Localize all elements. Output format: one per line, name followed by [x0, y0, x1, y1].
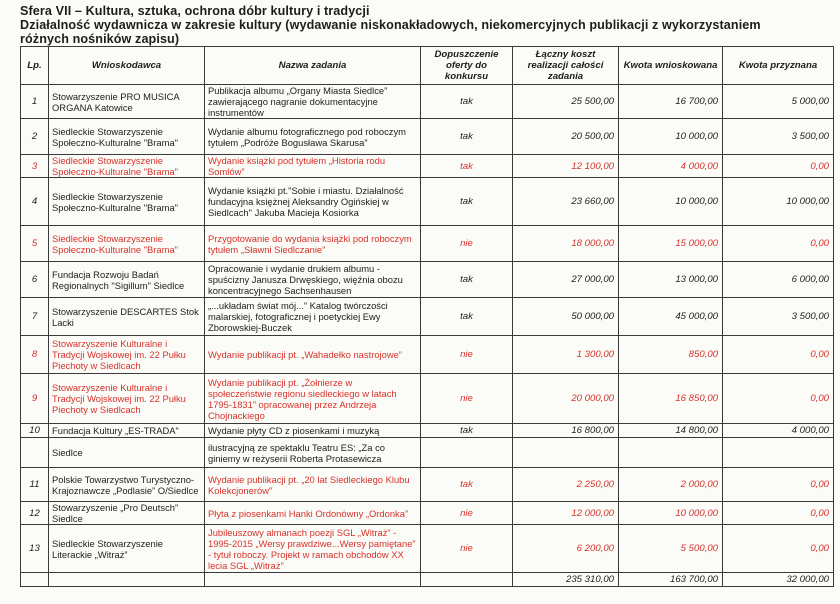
row-admitted: nie [421, 336, 513, 374]
row-applicant: Fundacja Rozwoju Badań Regionalnych "Sigillum" Siedlce [49, 262, 205, 298]
table-header-row [21, 47, 834, 85]
row-admitted: tak [421, 298, 513, 336]
row-granted: 0,00 [723, 525, 834, 573]
table-row [21, 424, 834, 438]
row-granted: 3 500,00 [723, 298, 834, 336]
table-row [21, 85, 834, 119]
row-total-cost: 6 200,00 [513, 525, 619, 573]
row-task: Wydanie płyty CD z piosenkami i muzyką [205, 424, 421, 438]
row-requested: 850,00 [619, 336, 723, 374]
row-task: Wydanie albumu fotograficznego pod roboczym tytułem „Podróże Bogusława Skarusa” [205, 119, 421, 155]
row-granted: 0,00 [723, 226, 834, 262]
row-task: Przygotowanie do wydania książki pod roboczym tytułem „Sławni Siedlczanie” [205, 226, 421, 262]
row-requested: 15 000,00 [619, 226, 723, 262]
row-admitted: tak [421, 424, 513, 438]
row-task: „...układam świat mój...” Katalog twórczości malarskiej, fotograficznej i poetyckiej Ewy Zborowskiej-Buczek [205, 298, 421, 336]
row-total-cost: 16 800,00 [513, 424, 619, 438]
row-admitted: tak [421, 262, 513, 298]
totals-empty-cell [49, 573, 205, 587]
row-admitted: nie [421, 374, 513, 424]
totals-empty-cell [205, 573, 421, 587]
table-row [21, 468, 834, 502]
row-task: Jubileuszowy almanach poezji SGL „Witraż” - 1995-2015 „Wersy prawdziwe...Wersy pamiętane” - tytuł roboczy. Projekt w ramach obchodów XX lecia SGL „Witraż” [205, 525, 421, 573]
totals-granted: 32 000,00 [723, 573, 834, 587]
row-requested: 10 000,00 [619, 178, 723, 226]
row-applicant: Stowarzyszenie DESCARTES Stok Lacki [49, 298, 205, 336]
row-applicant: Siedleckie Stowarzyszenie Społeczno-Kulturalne "Brama" [49, 155, 205, 178]
continuation-applicant: Siedlce [49, 438, 205, 468]
row-applicant: Polskie Towarzystwo Turystyczno-Krajoznawcze „Podlasie” O/Siedlce [49, 468, 205, 502]
table-row [21, 155, 834, 178]
row-admitted: nie [421, 525, 513, 573]
grants-table-continued [20, 437, 834, 587]
row-requested: 10 000,00 [619, 502, 723, 525]
row-task: Wydanie publikacji pt. „Wahadełko nastrojowe” [205, 336, 421, 374]
row-lp: 6 [21, 262, 49, 298]
row-lp: 3 [21, 155, 49, 178]
row-requested: 13 000,00 [619, 262, 723, 298]
totals-empty-cell [21, 573, 49, 587]
row-applicant: Stowarzyszenie „Pro Deutsch” Siedlce [49, 502, 205, 525]
row-granted: 3 500,00 [723, 119, 834, 155]
row-total-cost: 2 250,00 [513, 468, 619, 502]
continuation-empty-cell [421, 438, 513, 468]
continuation-empty-cell [723, 438, 834, 468]
row-admitted: tak [421, 155, 513, 178]
row-task: Wydanie książki pt."Sobie i miastu. Działalność fundacyjna księżnej Aleksandry Ogińskiej w Siedlcach" Jakuba Macieja Kosiorka [205, 178, 421, 226]
totals-row [21, 573, 834, 587]
continuation-empty-cell [513, 438, 619, 468]
col-header-lp: Lp. [21, 47, 49, 85]
row-total-cost: 1 300,00 [513, 336, 619, 374]
row-granted: 0,00 [723, 336, 834, 374]
col-header-applicant: Wnioskodawca [49, 47, 205, 85]
category-title-cont: różnych nośników zapisu) [20, 32, 180, 46]
row-total-cost: 25 500,00 [513, 85, 619, 119]
continuation-row [21, 438, 834, 468]
row-applicant: Stowarzyszenie PRO MUSICA ORGANA Katowice [49, 85, 205, 119]
document-heading [20, 4, 835, 46]
row-task: Publikacja albumu „Organy Miasta Siedlce” zawierającego nagranie dokumentacyjne instrumentów [205, 85, 421, 119]
totals-empty-cell [421, 573, 513, 587]
continuation-task: ilustracyjną ze spektaklu Teatru ES: „Za co giniemy w reżyserii Roberta Protasewicza [205, 438, 421, 468]
table-row [21, 226, 834, 262]
col-header-total-cost: Łączny koszt realizacji całości zadania [513, 47, 619, 85]
row-lp: 8 [21, 336, 49, 374]
col-header-admitted: Dopuszczenie oferty do konkursu [421, 47, 513, 85]
continuation-empty-cell [619, 438, 723, 468]
row-lp: 5 [21, 226, 49, 262]
row-lp: 13 [21, 525, 49, 573]
table-row [21, 336, 834, 374]
row-admitted: nie [421, 502, 513, 525]
row-total-cost: 50 000,00 [513, 298, 619, 336]
row-requested: 4 000,00 [619, 155, 723, 178]
row-lp: 11 [21, 468, 49, 502]
table-row [21, 298, 834, 336]
row-admitted: tak [421, 468, 513, 502]
table-row [21, 178, 834, 226]
table-row [21, 502, 834, 525]
row-applicant: Siedleckie Stowarzyszenie Społeczno-Kulturalne "Brama" [49, 226, 205, 262]
row-lp: 2 [21, 119, 49, 155]
row-granted: 4 000,00 [723, 424, 834, 438]
row-applicant: Siedleckie Stowarzyszenie Społeczno-Kulturalne "Brama" [49, 119, 205, 155]
table-row [21, 262, 834, 298]
row-admitted: tak [421, 119, 513, 155]
row-granted: 10 000,00 [723, 178, 834, 226]
row-lp: 4 [21, 178, 49, 226]
sphere-title: Sfera VII – Kultura, sztuka, ochrona dóbr kultury i tradycji [20, 4, 370, 18]
row-total-cost: 23 660,00 [513, 178, 619, 226]
row-total-cost: 12 000,00 [513, 502, 619, 525]
row-requested: 16 850,00 [619, 374, 723, 424]
col-header-granted: Kwota przyznana [723, 47, 834, 85]
row-total-cost: 20 500,00 [513, 119, 619, 155]
table-row [21, 119, 834, 155]
row-total-cost: 12 100,00 [513, 155, 619, 178]
totals-total-cost: 235 310,00 [513, 573, 619, 587]
row-requested: 2 000,00 [619, 468, 723, 502]
row-task: Wydanie publikacji pt. „Żołnierze w społeczeństwie regionu siedleckiego w latach 1795-1831” opracowanej przez Andrzeja Chojnackiego [205, 374, 421, 424]
row-applicant: Fundacja Kultury „ES-TRADA” [49, 424, 205, 438]
row-lp: 1 [21, 85, 49, 119]
col-header-task: Nazwa zadania [205, 47, 421, 85]
row-admitted: nie [421, 226, 513, 262]
row-granted: 0,00 [723, 374, 834, 424]
row-applicant: Siedleckie Stowarzyszenie Społeczno-Kulturalne "Brama" [49, 178, 205, 226]
row-admitted: tak [421, 178, 513, 226]
totals-requested: 163 700,00 [619, 573, 723, 587]
row-lp: 12 [21, 502, 49, 525]
row-requested: 14 800,00 [619, 424, 723, 438]
row-total-cost: 27 000,00 [513, 262, 619, 298]
row-total-cost: 18 000,00 [513, 226, 619, 262]
row-lp: 9 [21, 374, 49, 424]
col-header-requested: Kwota wnioskowana [619, 47, 723, 85]
row-applicant: Stowarzyszenie Kulturalne i Tradycji Wojskowej im. 22 Pułku Piechoty w Siedlcach [49, 336, 205, 374]
row-admitted: tak [421, 85, 513, 119]
category-title: Działalność wydawnicza w zakresie kultury (wydawanie niskonakładowych, niekomercyjnych publikacji z wykorzystaniem [20, 18, 761, 32]
grants-table [20, 46, 834, 438]
continuation-lp-cell [21, 438, 49, 468]
row-task: Płyta z piosenkami Hanki Ordonówny „Ordonka” [205, 502, 421, 525]
row-requested: 5 500,00 [619, 525, 723, 573]
row-task: Wydanie publikacji pt. „20 lat Siedleckiego Klubu Kolekcjonerów” [205, 468, 421, 502]
row-task: Opracowanie i wydanie drukiem albumu - spuścizny Janusza Drwęskiego, więźnia obozu koncentracyjnego Sachsenhausen [205, 262, 421, 298]
row-requested: 16 700,00 [619, 85, 723, 119]
row-task: Wydanie książki pod tytułem „Historia rodu Somlów” [205, 155, 421, 178]
row-granted: 0,00 [723, 468, 834, 502]
row-applicant: Siedleckie Stowarzyszenie Literackie „Witraż” [49, 525, 205, 573]
row-granted: 0,00 [723, 502, 834, 525]
row-lp: 10 [21, 424, 49, 438]
row-granted: 0,00 [723, 155, 834, 178]
row-total-cost: 20 000,00 [513, 374, 619, 424]
table-row [21, 525, 834, 573]
row-lp: 7 [21, 298, 49, 336]
row-requested: 45 000,00 [619, 298, 723, 336]
row-granted: 6 000,00 [723, 262, 834, 298]
row-granted: 5 000,00 [723, 85, 834, 119]
row-requested: 10 000,00 [619, 119, 723, 155]
table-row [21, 374, 834, 424]
row-applicant: Stowarzyszenie Kulturalne i Tradycji Wojskowej im. 22 Pułku Piechoty w Siedlcach [49, 374, 205, 424]
